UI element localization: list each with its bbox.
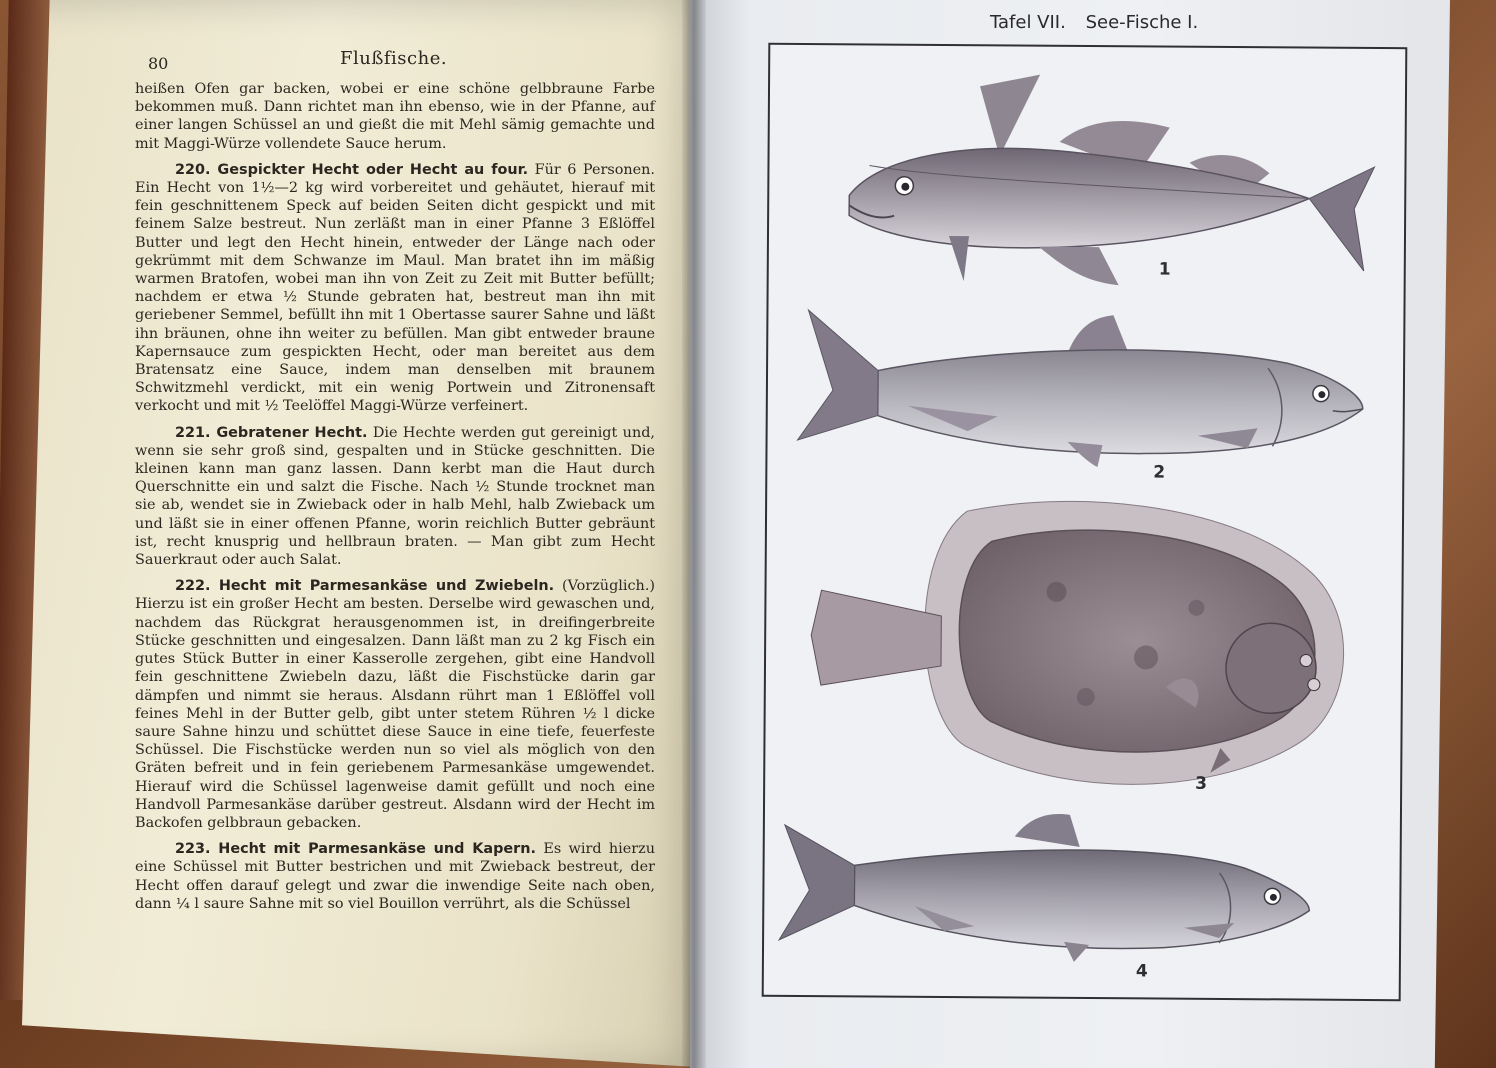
- fish-illustrations: [764, 45, 1406, 999]
- recipe-heading: 223. Hecht mit Parmesankäse und Kapern.: [175, 841, 536, 858]
- page-number: 80: [148, 54, 169, 73]
- plate-header: [990, 12, 1250, 42]
- figure-number-3: 3: [1195, 773, 1208, 794]
- recipe-223: [135, 840, 655, 913]
- plate-label: Tafel VII.: [990, 12, 1066, 33]
- book-gutter: [682, 0, 706, 1068]
- figure-number-4: 4: [1135, 961, 1148, 982]
- plate-title: See-Fische I.: [1085, 12, 1199, 33]
- fish-3-icon: [810, 500, 1344, 786]
- fish-2-icon: [797, 310, 1363, 469]
- figure-number-1: 1: [1158, 259, 1171, 280]
- recipe-heading: 220. Gespickter Hecht oder Hecht au four.: [175, 161, 529, 178]
- left-page-header: [140, 40, 620, 73]
- paragraph-continuation: [135, 80, 655, 153]
- recipe-heading: 221. Gebratener Hecht.: [175, 424, 368, 441]
- recipe-222: [135, 577, 655, 832]
- figure-number-2: 2: [1153, 462, 1166, 483]
- fish-plate: [762, 43, 1408, 1001]
- recipe-221: [135, 424, 655, 570]
- recipe-text: (Vorzüglich.) Hierzu ist ein großer Hecht am besten. Derselbe wird gewaschen und, nachdem das Rückgrat herausgenommen ist, in dreifingerbreite Stücke geschnitten und eingesalzen. Dann läßt man zu 2 kg Fisch ein gutes Stück Butter in einer Kasserolle zergehen, gibt eine Handvoll fein geschnittene Zwiebeln dazu, läßt die Fischstücke darin gar dämpfen und nimmt sie heraus. Alsdann rührt man 1 Eßlöffel voll feines Mehl in der Butter gelb, gibt unter stetem Rühren ½ l dicke saure Sahne hinzu und schüttet diese Sauce in eine tiefe, feuerfeste Schüssel. Die Fischstücke werden nun so viel als möglich von den Gräten befreit und in fein geriebenem Parmesankäse umgewendet. Hierauf wird die Schüssel lagenweise damit gefüllt und noch eine Handvoll Parmesankäse darüber gestreut. Alsdann wird der Hecht im Backofen gelbbraun gebacken.: [135, 578, 656, 831]
- fish-4-icon: [779, 812, 1310, 963]
- recipe-heading: 222. Hecht mit Parmesankäse und Zwiebeln.: [175, 578, 555, 595]
- running-head: Flußfische.: [340, 48, 448, 69]
- recipe-text: Für 6 Personen. Ein Hecht von 1½—2 kg wird vorbereitet und gehäutet, hierauf mit fein geschnittenem Speck auf beiden Seiten dicht gespickt und mit feinem Salze bestreut. Nun zerläßt man in einer Pfanne 3 Eßlöffel Butter und legt den Hecht hinein, entweder der Länge nach oder gekrümmt mit dem Schwanze im Maul. Man bratet ihn im mäßig warmen Bratofen, wobei man ihn von Zeit zu Zeit mit Butter befüllt; nachdem er etwa ½ Stunde gebraten hat, bestreut man ihn mit geriebener Semmel, befüllt ihn mit 1 Obertasse saurer Sahne und läßt ihn bräunen, ohne ihn weiter zu befüllen. Man gibt entweder braune Kapernsauce zum gespickten Hecht, oder man bereitet aus dem Bratensatz eine Sauce, indem man denselben mit braunem Schwitzmehl verdickt, mit ein wenig Portwein und Zitronensaft verkocht und mit ½ Teelöffel Maggi-Würze verfeinert.: [135, 161, 656, 415]
- recipe-220: [135, 161, 655, 416]
- paragraph-text: heißen Ofen gar backen, wobei er eine schöne gelbbraune Farbe bekommen muß. Dann richtet man ihn ebenso, wie in der Pfanne, auf einer langen Schüssel an und gießt die mit Mehl sämig gemachte und mit Maggi-Würze vollendete Sauce herum.: [135, 81, 655, 152]
- recipe-text: Die Hechte werden gut gereinigt und, wenn sie sehr groß sind, gespalten und in Stücke geschnitten. Die kleinen kann man ganz lassen. Dann kerbt man die Haut durch Querschnitte ein und salzt die Fische. Nach ½ Stunde trocknet man sie ab, wendet sie in Zwieback oder in halb Mehl, halb Zwieback um und läßt sie in einer offenen Pfanne, worin reichlich Butter gebräunt ist, recht knusprig und hellbraun braten. — Man gibt zum Hecht Sauerkraut oder auch Salat.: [135, 424, 656, 569]
- recipe-text: Es wird hierzu eine Schüssel mit Butter bestrichen und mit Zwieback bestreut, der Hecht offen darauf gelegt und zwar die inwendige Seite nach oben, dann ¼ l saure Sahne mit so viel Bouillon verrührt, als die Schüssel: [135, 841, 656, 912]
- left-page-text: [135, 80, 655, 921]
- fish-1-icon: [849, 73, 1375, 287]
